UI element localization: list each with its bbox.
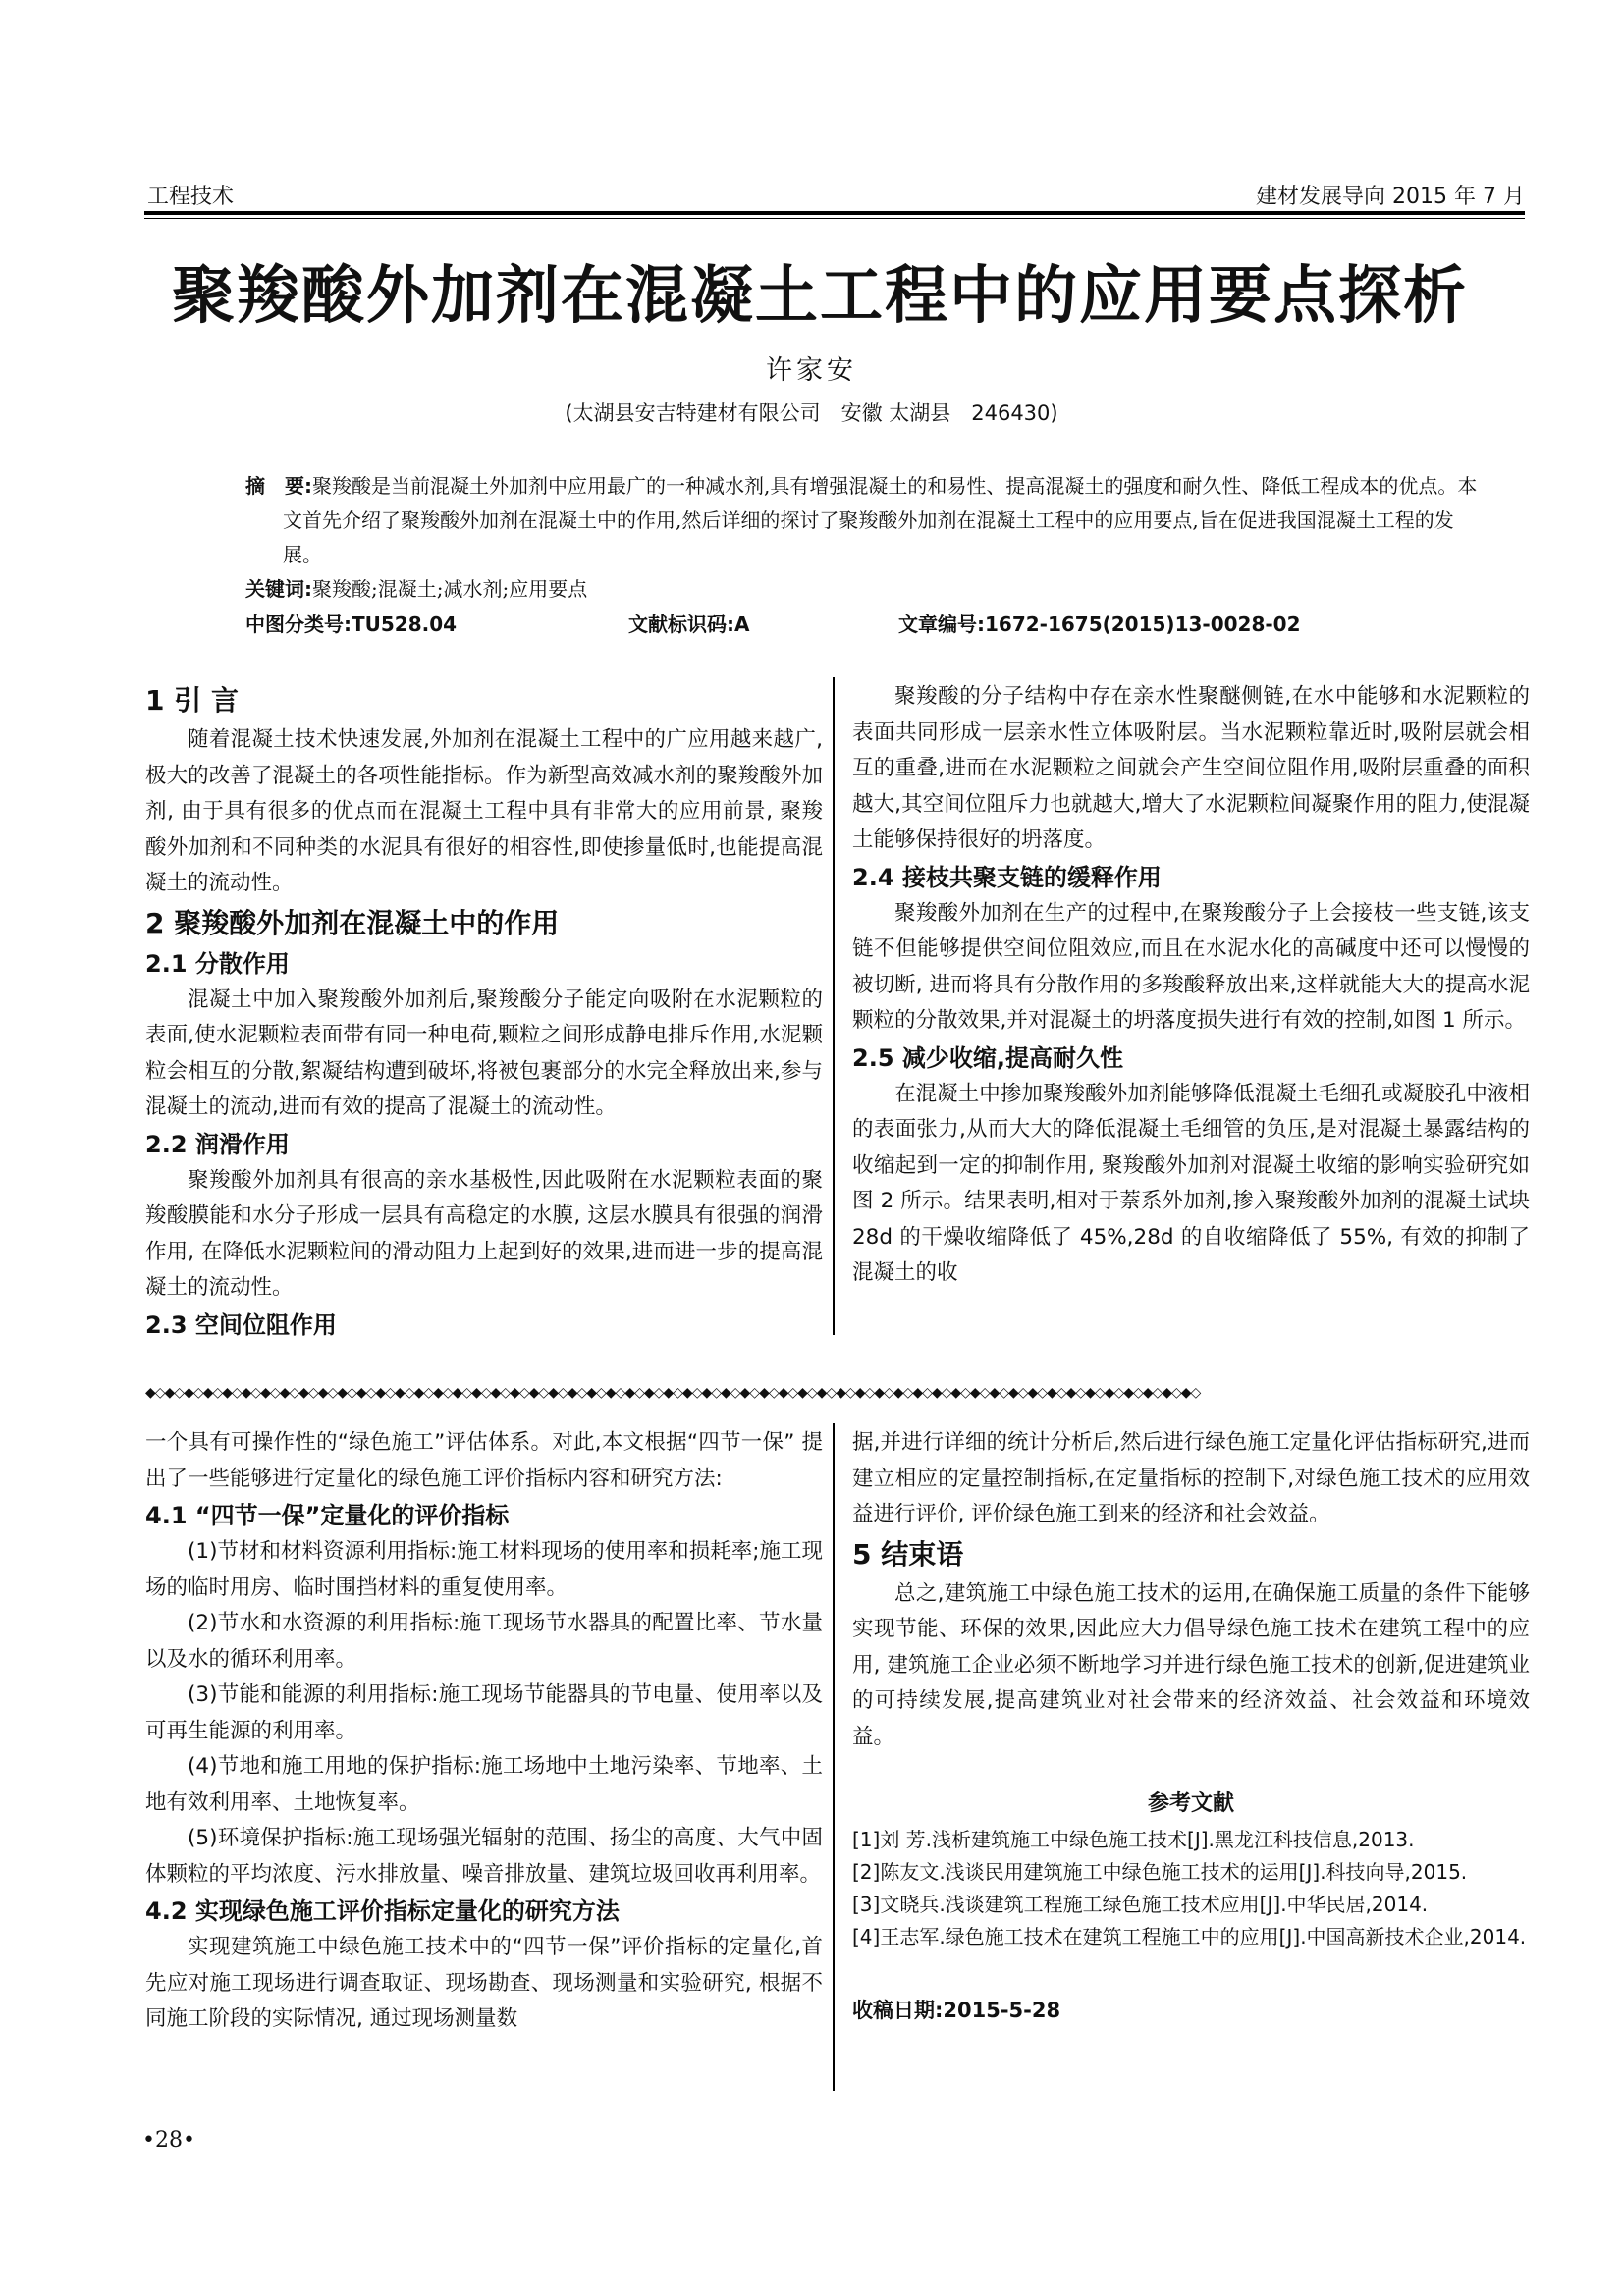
lower-right-column bbox=[852, 1425, 1530, 2029]
abstract-text: 聚羧酸是当前混凝土外加剂中应用最广的一种减水剂,具有增强混凝土的和易性、提高混凝土的强度和耐久性、降低工程成本的优点。本文首先介绍了聚羧酸外加剂在混凝土中的作用,然后详细的探讨了聚羧酸外加剂在混凝土工程中的应用要点,旨在促进我国混凝土工程的发展。 bbox=[283, 474, 1478, 566]
subsection-heading: 2.3 空间位阻作用 bbox=[145, 1310, 337, 1339]
keywords-text: 聚羧酸;混凝土;减水剂;应用要点 bbox=[312, 577, 588, 601]
article-no-label: 文章编号: bbox=[898, 613, 985, 636]
abstract-block bbox=[245, 469, 1492, 607]
list-item: (2)节水和水资源的利用指标:施工现场节水器具的配置比率、节水量以及水的循环利用率。 bbox=[145, 1611, 823, 1672]
page-number: •28• bbox=[142, 2128, 195, 2153]
clc-value: TU528.04 bbox=[352, 613, 458, 636]
article-affiliation: (太湖县安吉特建材有限公司 安徽 太湖县 246430) bbox=[565, 401, 1058, 425]
reference-item: [4]王志军.绿色施工技术在建筑工程施工中的应用[J].中国高新技术企业,2014. bbox=[852, 1925, 1527, 1949]
paragraph: 实现建筑施工中绿色施工技术中的“四节一保”评价指标的定量化,首先应对施工现场进行调查取证、现场勘查、现场测量和实验研究, 根据不同施工阶段的实际情况, 通过现场测量数 bbox=[145, 1935, 823, 2031]
upper-right-column bbox=[852, 679, 1530, 1292]
subsection-heading: 2.2 润滑作用 bbox=[145, 1130, 290, 1158]
article-title: 聚羧酸外加剂在混凝土工程中的应用要点探析 bbox=[172, 259, 1468, 333]
paragraph: 在混凝土中掺加聚羧酸外加剂能够降低混凝土毛细孔或凝胶孔中液相的表面张力,从而大大的降低混凝土毛细管的负压,是对混凝土暴露结构的收缩起到一定的抑制作用, 聚羧酸外加剂对混凝土收缩的影响实验研究如图 2 所示。结果表明,相对于萘系外加剂,掺入聚羧酸外加剂的混凝土试块 28d 的干燥收缩降低了 45%,28d 的自收缩降低了 55%, 有效的抑制了混凝土的收 bbox=[852, 1081, 1530, 1285]
running-header-journal: 建材发展导向 2015 年 7 月 bbox=[1256, 185, 1525, 209]
keywords-label: 关键词: bbox=[245, 577, 312, 601]
paragraph: 一个具有可操作性的“绿色施工”评估体系。对此,本文根据“四节一保” 提出了一些能够进行定量化的绿色施工评价指标内容和研究方法: bbox=[145, 1430, 823, 1491]
list-item: (3)节能和能源的利用指标:施工现场节能器具的节电量、使用率以及可再生能源的利用率。 bbox=[145, 1682, 823, 1743]
subsection-heading: 4.1 “四节一保”定量化的评价指标 bbox=[145, 1502, 510, 1529]
lower-left-column bbox=[145, 1425, 823, 2038]
header-rule-thin bbox=[144, 218, 1525, 219]
list-item: (4)节地和施工用地的保护指标:施工场地中土地污染率、节地率、土地有效利用率、土地恢复率。 bbox=[145, 1754, 823, 1815]
list-item: (5)环境保护指标:施工现场强光辐射的范围、扬尘的高度、大气中固体颗粒的平均浓度、污水排放量、噪音排放量、建筑垃圾回收再利用率。 bbox=[145, 1826, 823, 1887]
section-heading: 5 结束语 bbox=[852, 1537, 964, 1571]
subsection-heading: 4.2 实现绿色施工评价指标定量化的研究方法 bbox=[145, 1897, 620, 1925]
subsection-heading: 2.4 接枝共聚支链的缓释作用 bbox=[852, 863, 1162, 891]
doc-code-value: A bbox=[734, 613, 750, 636]
paragraph: 聚羧酸外加剂具有很高的亲水基极性,因此吸附在水泥颗粒表面的聚羧酸膜能和水分子形成一层具有高稳定的水膜, 这层水膜具有很强的润滑作用, 在降低水泥颗粒间的滑动阻力上起到好的效果,进而进一步的提高混凝土的流动性。 bbox=[145, 1167, 823, 1300]
references-list bbox=[852, 1824, 1530, 1953]
subsection-heading: 2.1 分散作用 bbox=[145, 949, 290, 978]
paragraph: 据,并进行详细的统计分析后,然后进行绿色施工定量化评估指标研究,进而建立相应的定量控制指标,在定量指标的控制下,对绿色施工技术的应用效益进行评价, 评价绿色施工到来的经济和社会效益。 bbox=[852, 1430, 1530, 1526]
keywords-line bbox=[245, 572, 1492, 607]
article-author: 许家安 bbox=[766, 355, 857, 386]
section-heading: 1 引 言 bbox=[145, 684, 239, 717]
running-header-section: 工程技术 bbox=[147, 185, 235, 209]
classification-row bbox=[245, 609, 1301, 637]
article-no-value: 1672-1675(2015)13-0028-02 bbox=[985, 613, 1301, 636]
paragraph: 总之,建筑施工中绿色施工技术的运用,在确保施工质量的条件下能够实现节能、环保的效果,因此应大力倡导绿色施工技术在建筑工程中的应用, 建筑施工企业必须不断地学习并进行绿色施工技术的创新,促进建筑业的可持续发展,提高建筑业对社会带来的经济效益、社会效益和环境效益。 bbox=[852, 1580, 1530, 1749]
references-heading: 参考文献 bbox=[1147, 1791, 1234, 1816]
upper-left-column bbox=[145, 679, 823, 1344]
ornamental-divider: ◆◇◆◇◆◇◆◇◆◇◆◇◆◇◆◇◆◇◆◇◆◇◆◇◆◇◆◇◆◇◆◇◆◇◆◇◆◇◆◇◆◇◆◇◆◇◆◇◆◇◆◇◆◇◆◇◆◇◆◇◆◇◆◇◆◇◆◇◆◇◆◇◆◇◆◇◆◇◆◇◆◇◆◇◆◇◆◇◆◇◆◇◆◇◆◇◆◇◆◇◆◇◆◇◆◇◆◇◆◇ bbox=[145, 1385, 1201, 1401]
reference-item: [1]刘 芳.浅析建筑施工中绿色施工技术[J].黑龙江科技信息,2013. bbox=[852, 1828, 1415, 1851]
clc-label: 中图分类号: bbox=[245, 613, 352, 636]
column-divider bbox=[833, 1423, 835, 2091]
list-item: (1)节材和材料资源利用指标:施工材料现场的使用率和损耗率;施工现场的临时用房、临时围挡材料的重复使用率。 bbox=[145, 1539, 823, 1600]
doc-code-label: 文献标识码: bbox=[628, 613, 734, 636]
received-date: 收稿日期:2015-5-28 bbox=[852, 1999, 1061, 2022]
reference-item: [2]陈友文.浅谈民用建筑施工中绿色施工技术的运用[J].科技向导,2015. bbox=[852, 1860, 1468, 1884]
column-divider bbox=[833, 677, 835, 1335]
paragraph: 随着混凝土技术快速发展,外加剂在混凝土工程中的广应用越来越广,极大的改善了混凝土的各项性能指标。作为新型高效减水剂的聚羧酸外加剂, 由于具有很多的优点而在混凝土工程中具有非常大的应用前景, 聚羧酸外加剂和不同种类的水泥具有很好的相容性,即使掺量低时,也能提高混凝土的流动性。 bbox=[145, 727, 823, 895]
header-rule-thick bbox=[144, 211, 1525, 215]
reference-item: [3]文晓兵.浅谈建筑工程施工绿色施工技术应用[J].中华民居,2014. bbox=[852, 1893, 1429, 1916]
abstract-paragraph bbox=[245, 469, 1492, 572]
paragraph: 聚羧酸外加剂在生产的过程中,在聚羧酸分子上会接枝一些支链,该支链不但能够提供空间位阻效应,而且在水泥水化的高碱度中还可以慢慢的被切断, 进而将具有分散作用的多羧酸释放出来,这样就能大大的提高水泥颗粒的分散效果,并对混凝土的坍落度损失进行有效的控制,如图 1 所示。 bbox=[852, 900, 1530, 1033]
paragraph: 聚羧酸的分子结构中存在亲水性聚醚侧链,在水中能够和水泥颗粒的表面共同形成一层亲水性立体吸附层。当水泥颗粒靠近时,吸附层就会相互的重叠,进而在水泥颗粒之间就会产生空间位阻作用,吸附层重叠的面积越大,其空间位阻斥力也就越大,增大了水泥颗粒间凝聚作用的阻力,使混凝土能够保持很好的坍落度。 bbox=[852, 684, 1530, 852]
paragraph: 混凝土中加入聚羧酸外加剂后,聚羧酸分子能定向吸附在水泥颗粒的表面,使水泥颗粒表面带有同一种电荷,颗粒之间形成静电排斥作用,水泥颗粒会相互的分散,絮凝结构遭到破坏,将被包裹部分的水完全释放出来,参与混凝土的流动,进而有效的提高了混凝土的流动性。 bbox=[145, 987, 823, 1119]
section-heading: 2 聚羧酸外加剂在混凝土中的作用 bbox=[145, 906, 560, 939]
subsection-heading: 2.5 减少收缩,提高耐久性 bbox=[852, 1043, 1123, 1072]
abstract-label: 摘 要: bbox=[245, 474, 312, 498]
